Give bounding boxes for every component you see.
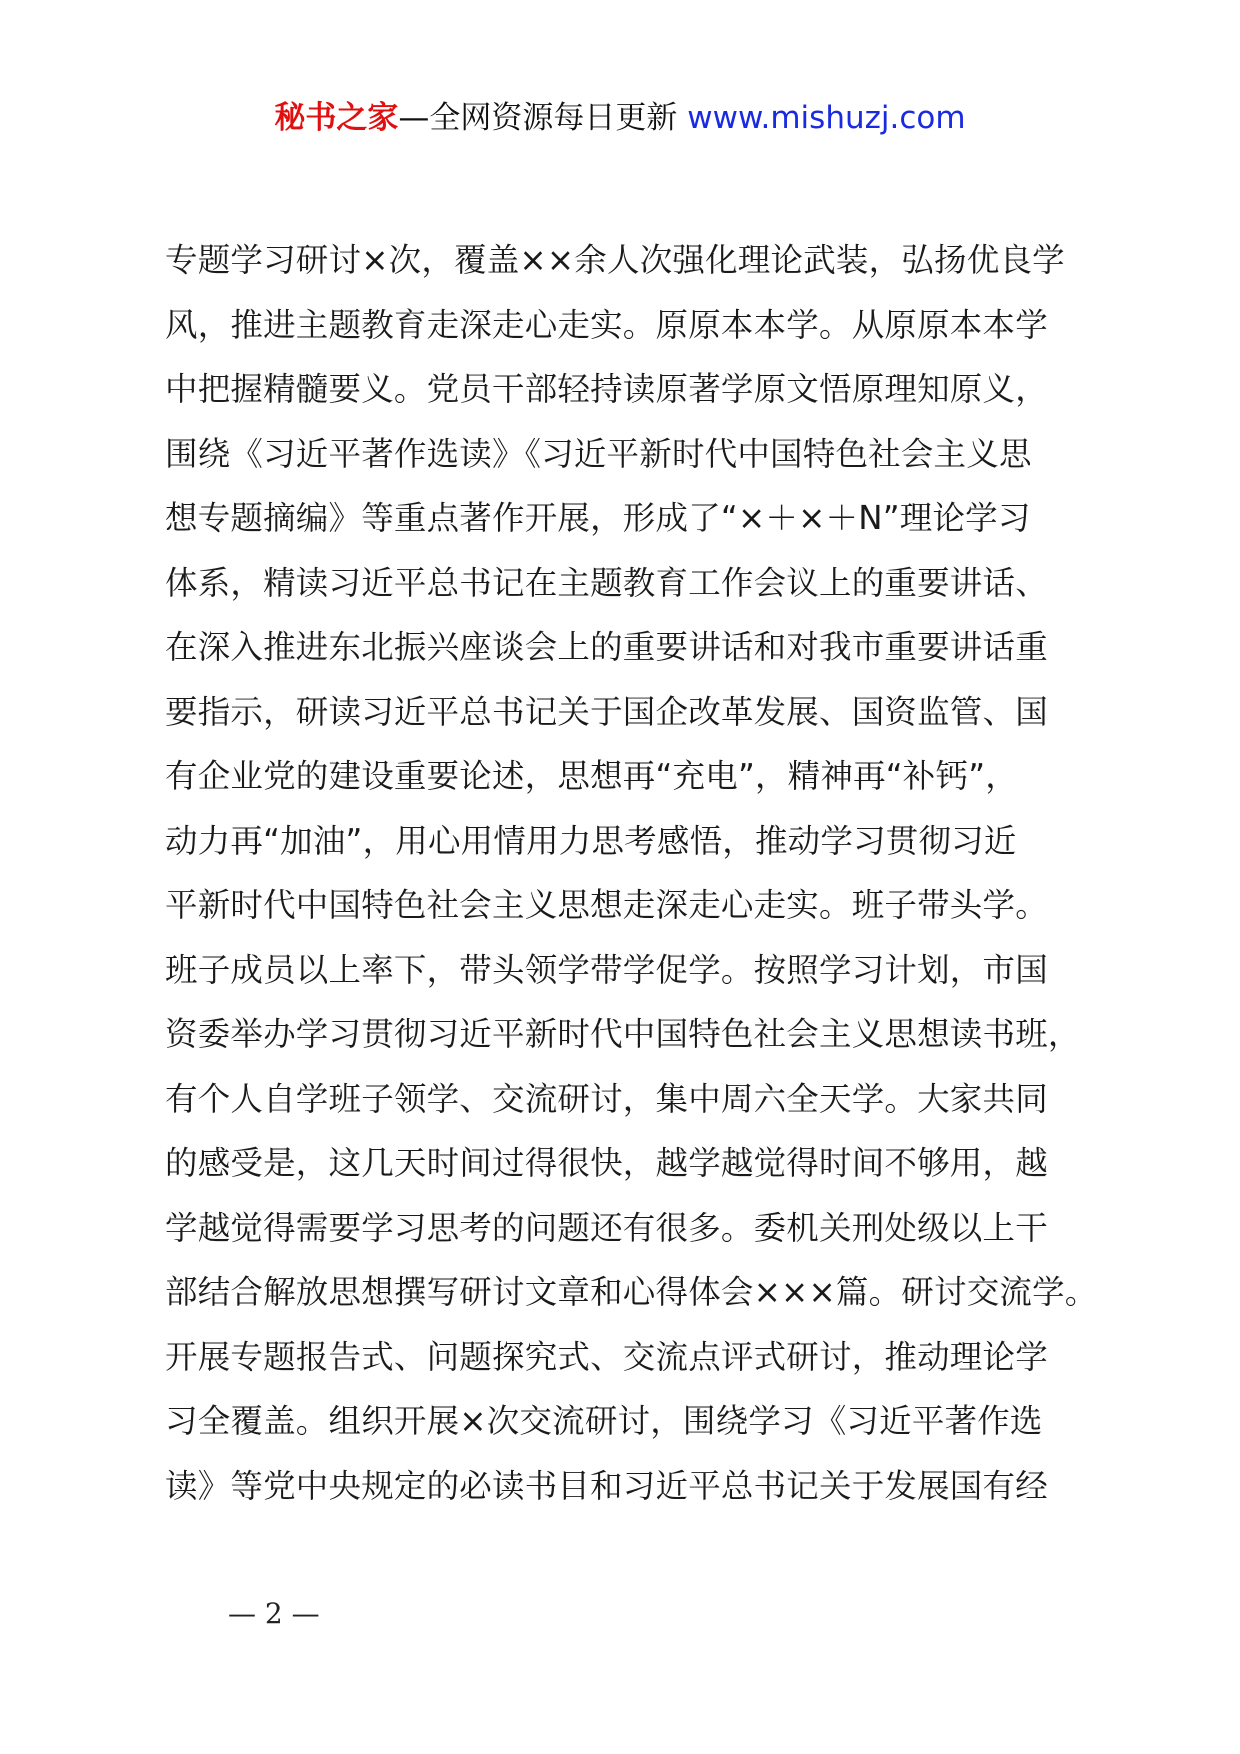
header-tagline: —全网资源每日更新 — [398, 100, 688, 136]
page-number: — 2 — — [228, 1597, 320, 1630]
body-line: 开展专题报告式、问题探究式、交流点评式研讨，推动理论学 — [165, 1337, 1048, 1376]
body-line: 资委举办学习贯彻习近平新时代中国特色社会主义思想读书班， — [165, 1015, 1081, 1053]
document-body — [165, 238, 1125, 1528]
brand-name: 秘书之家 — [274, 100, 399, 136]
body-line: 学越觉得需要学习思考的问题还有很多。委机关刑处级以上干 — [165, 1208, 1048, 1247]
body-line: 动力再“加油”，用心用情用力思考感悟，推动学习贯彻习近 — [165, 821, 1017, 860]
body-line: 围绕《习近平著作选读》《习近平新时代中国特色社会主义思 — [165, 434, 1032, 473]
body-line: 平新时代中国特色社会主义思想走深走心走实。班子带头学。 — [165, 886, 1048, 924]
body-line: 读》等党中央规定的必读书目和习近平总书记关于发展国有经 — [165, 1466, 1048, 1505]
body-line: 体系，精读习近平总书记在主题教育工作会议上的重要讲话、 — [165, 563, 1048, 602]
body-line: 风，推进主题教育走深走心走实。原原本本学。从原原本本学 — [165, 305, 1048, 344]
body-line: 有企业党的建设重要论述，思想再“充电”，精神再“补钙”， — [165, 757, 1018, 795]
site-url[interactable]: www.mishuzj.com — [687, 100, 966, 136]
body-line: 要指示，研读习近平总书记关于国企改革发展、国资监管、国 — [165, 692, 1048, 731]
body-line: 想专题摘编》等重点著作开展，形成了“×＋×＋N”理论学习 — [165, 499, 1031, 537]
body-line: 部结合解放思想撰写研讨文章和心得体会×××篇。研讨交流学。 — [165, 1273, 1098, 1311]
site-header — [0, 98, 1240, 138]
body-line: 专题学习研讨×次，覆盖××余人次强化理论武装，弘扬优良学 — [165, 241, 1065, 279]
body-line: 的感受是，这几天时间过得很快，越学越觉得时间不够用，越 — [165, 1144, 1048, 1182]
body-line: 有个人自学班子领学、交流研讨，集中周六全天学。大家共同 — [165, 1079, 1048, 1118]
body-line: 中把握精髓要义。党员干部轻持读原著学原文悟原理知原义， — [165, 370, 1048, 408]
body-line: 在深入推进东北振兴座谈会上的重要讲话和对我市重要讲话重 — [165, 628, 1048, 666]
body-line: 班子成员以上率下，带头领学带学促学。按照学习计划，市国 — [165, 950, 1048, 989]
body-line: 习全覆盖。组织开展×次交流研讨，围绕学习《习近平著作选 — [165, 1402, 1043, 1440]
